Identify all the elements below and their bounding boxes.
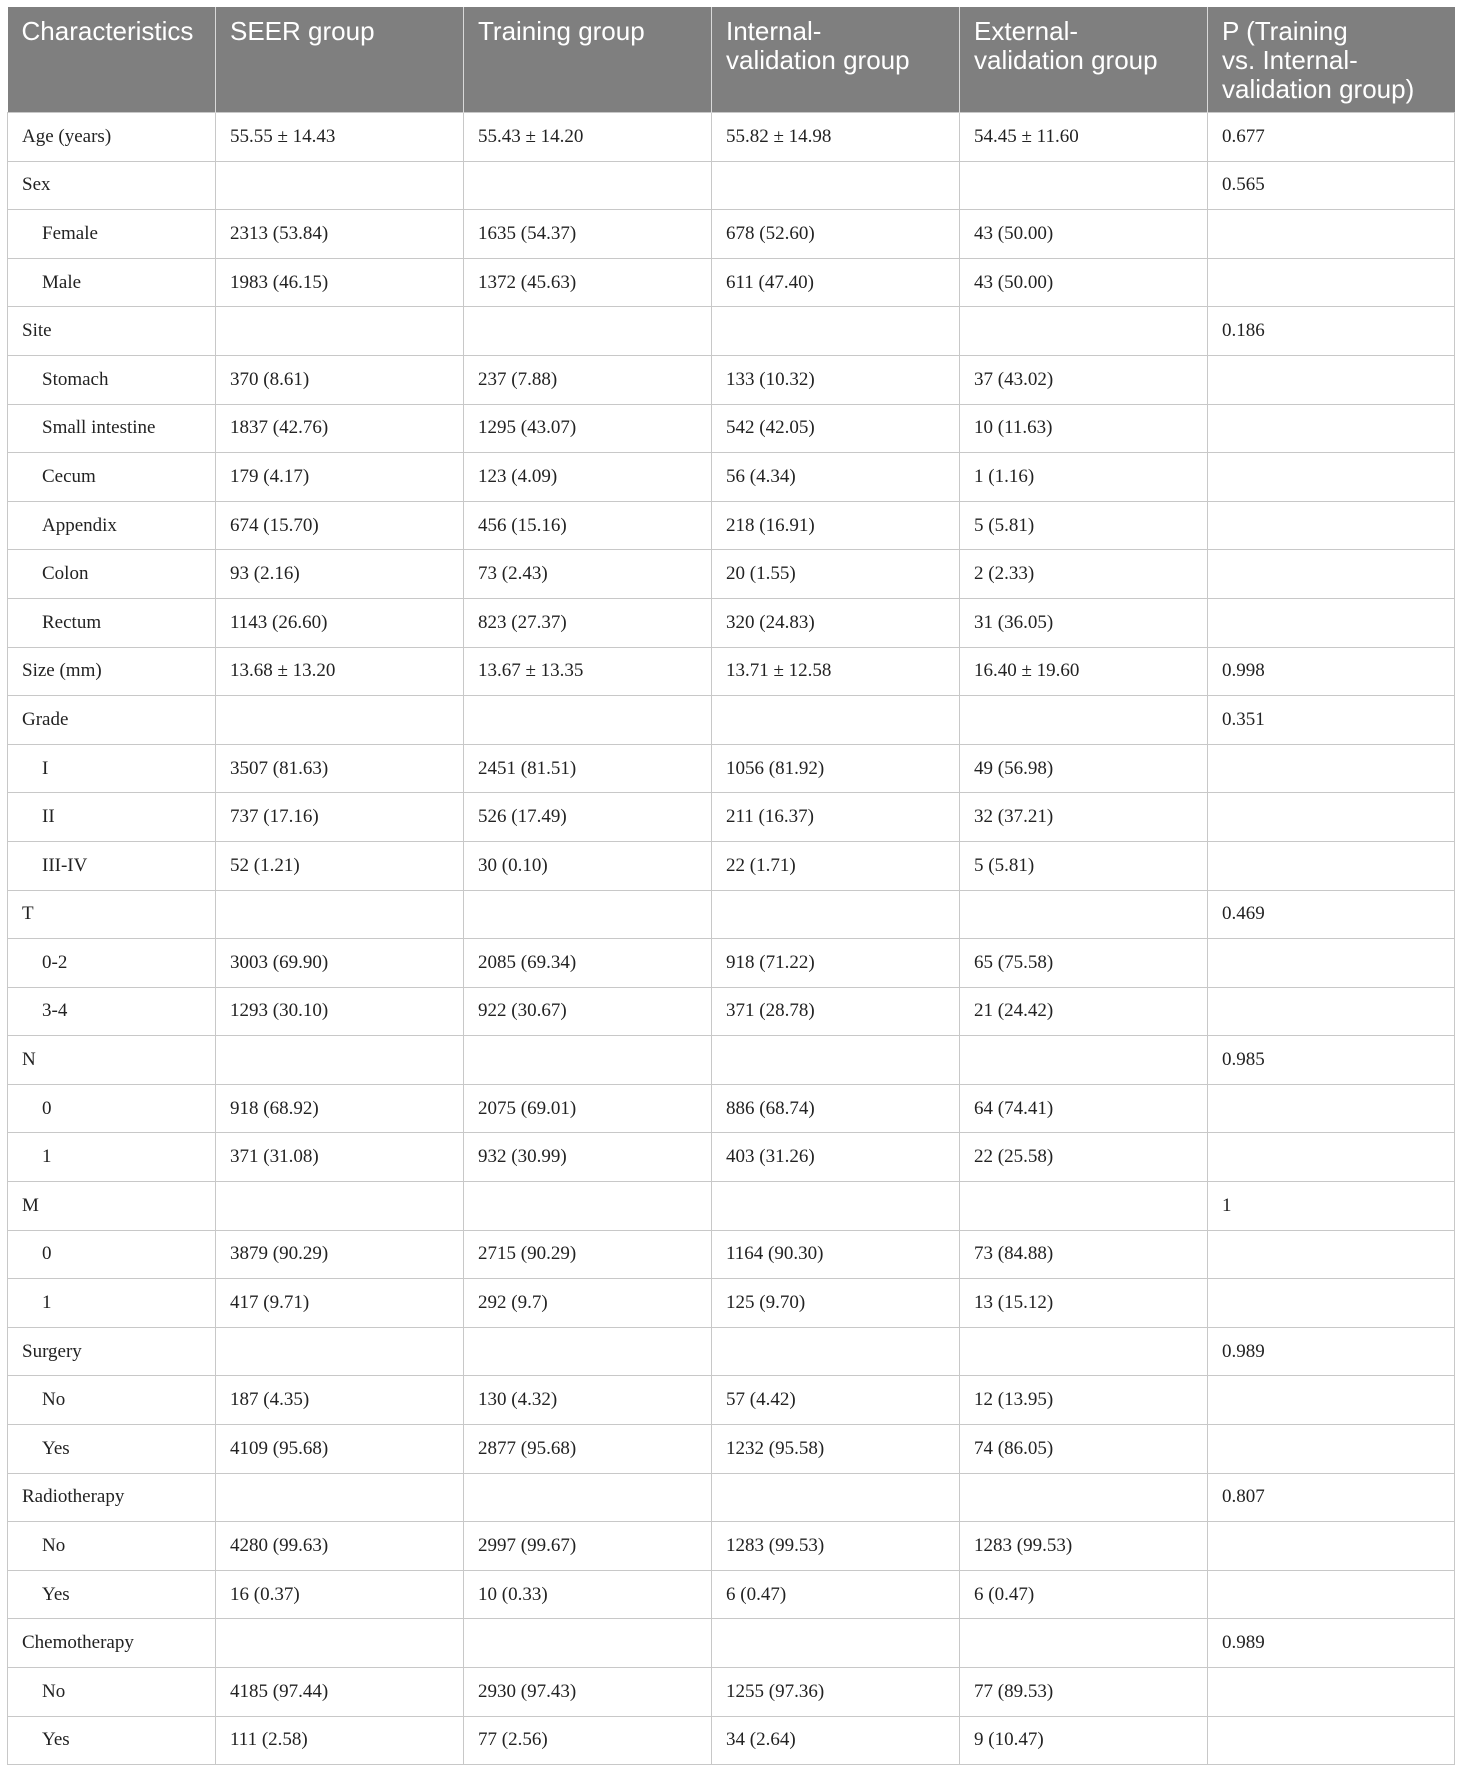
training-group-cell: 2715 (90.29) [464, 1230, 712, 1279]
characteristic-cell: Site [8, 307, 216, 356]
characteristics-table [7, 7, 1455, 1765]
table-row-category [8, 161, 1455, 210]
seer-group-cell: 93 (2.16) [216, 550, 464, 599]
p-value-cell [1208, 355, 1455, 404]
internal-validation-cell: 886 (68.74) [712, 1084, 960, 1133]
characteristic-cell: Yes [8, 1716, 216, 1765]
training-group-cell: 1372 (45.63) [464, 258, 712, 307]
training-group-cell: 823 (27.37) [464, 598, 712, 647]
training-group-cell [464, 307, 712, 356]
internal-validation-cell: 403 (31.26) [712, 1133, 960, 1182]
characteristic-cell: III-IV [8, 841, 216, 890]
table-row-category [8, 647, 1455, 696]
seer-group-cell: 1837 (42.76) [216, 404, 464, 453]
characteristic-cell: No [8, 1376, 216, 1425]
header-p-value: P (Training vs. Internal- validation group) [1208, 7, 1455, 113]
table-row-subcategory [8, 1716, 1455, 1765]
training-group-cell [464, 1327, 712, 1376]
seer-group-cell [216, 1182, 464, 1231]
seer-group-cell: 187 (4.35) [216, 1376, 464, 1425]
internal-validation-cell: 1255 (97.36) [712, 1668, 960, 1717]
p-value-cell: 0.985 [1208, 1036, 1455, 1085]
external-validation-cell [960, 1182, 1208, 1231]
characteristic-cell: 0 [8, 1230, 216, 1279]
seer-group-cell: 179 (4.17) [216, 453, 464, 502]
seer-group-cell: 4109 (95.68) [216, 1425, 464, 1474]
table-row-subcategory [8, 1279, 1455, 1328]
training-group-cell [464, 890, 712, 939]
characteristic-cell: Cecum [8, 453, 216, 502]
seer-group-cell [216, 890, 464, 939]
training-group-cell: 526 (17.49) [464, 793, 712, 842]
training-group-cell: 1295 (43.07) [464, 404, 712, 453]
external-validation-cell: 1 (1.16) [960, 453, 1208, 502]
table-row-subcategory [8, 1084, 1455, 1133]
characteristic-cell: Colon [8, 550, 216, 599]
training-group-cell: 10 (0.33) [464, 1570, 712, 1619]
training-group-cell: 1635 (54.37) [464, 210, 712, 259]
external-validation-cell [960, 161, 1208, 210]
p-value-cell [1208, 939, 1455, 988]
training-group-cell: 922 (30.67) [464, 987, 712, 1036]
external-validation-cell: 73 (84.88) [960, 1230, 1208, 1279]
training-group-cell: 2085 (69.34) [464, 939, 712, 988]
seer-group-cell: 3507 (81.63) [216, 744, 464, 793]
table-row-subcategory [8, 939, 1455, 988]
seer-group-cell: 1983 (46.15) [216, 258, 464, 307]
p-value-cell [1208, 1279, 1455, 1328]
table-row-subcategory [8, 744, 1455, 793]
internal-validation-cell: 371 (28.78) [712, 987, 960, 1036]
seer-group-cell: 16 (0.37) [216, 1570, 464, 1619]
seer-group-cell: 1293 (30.10) [216, 987, 464, 1036]
table-row-category [8, 1182, 1455, 1231]
external-validation-cell: 65 (75.58) [960, 939, 1208, 988]
table-row-subcategory [8, 1133, 1455, 1182]
training-group-cell [464, 696, 712, 745]
seer-group-cell [216, 1036, 464, 1085]
seer-group-cell: 1143 (26.60) [216, 598, 464, 647]
header-internal-validation-group: Internal- validation group [712, 7, 960, 113]
internal-validation-cell: 218 (16.91) [712, 501, 960, 550]
table-row-subcategory [8, 355, 1455, 404]
table-row-category [8, 1327, 1455, 1376]
table-row-subcategory [8, 550, 1455, 599]
internal-validation-cell: 125 (9.70) [712, 1279, 960, 1328]
table-row-subcategory [8, 453, 1455, 502]
seer-group-cell: 918 (68.92) [216, 1084, 464, 1133]
characteristic-cell: Surgery [8, 1327, 216, 1376]
p-value-cell: 0.989 [1208, 1619, 1455, 1668]
characteristic-cell: 0-2 [8, 939, 216, 988]
characteristic-cell: II [8, 793, 216, 842]
table-row-subcategory [8, 1376, 1455, 1425]
table-row-subcategory [8, 1570, 1455, 1619]
table-row-subcategory [8, 1668, 1455, 1717]
internal-validation-cell: 1056 (81.92) [712, 744, 960, 793]
internal-validation-cell: 22 (1.71) [712, 841, 960, 890]
table-row-subcategory [8, 501, 1455, 550]
internal-validation-cell: 611 (47.40) [712, 258, 960, 307]
external-validation-cell: 22 (25.58) [960, 1133, 1208, 1182]
training-group-cell: 237 (7.88) [464, 355, 712, 404]
external-validation-cell [960, 1036, 1208, 1085]
internal-validation-cell: 57 (4.42) [712, 1376, 960, 1425]
external-validation-cell: 9 (10.47) [960, 1716, 1208, 1765]
seer-group-cell [216, 307, 464, 356]
external-validation-cell [960, 307, 1208, 356]
characteristic-cell: Male [8, 258, 216, 307]
characteristic-cell: Yes [8, 1425, 216, 1474]
p-value-cell [1208, 1425, 1455, 1474]
p-value-cell [1208, 793, 1455, 842]
training-group-cell [464, 1473, 712, 1522]
p-value-cell [1208, 1522, 1455, 1571]
characteristic-cell: Grade [8, 696, 216, 745]
p-value-cell: 0.186 [1208, 307, 1455, 356]
seer-group-cell: 737 (17.16) [216, 793, 464, 842]
training-group-cell: 2930 (97.43) [464, 1668, 712, 1717]
characteristic-cell: Female [8, 210, 216, 259]
table-row-subcategory [8, 258, 1455, 307]
header-training-group: Training group [464, 7, 712, 113]
external-validation-cell: 6 (0.47) [960, 1570, 1208, 1619]
internal-validation-cell: 542 (42.05) [712, 404, 960, 453]
characteristic-cell: Size (mm) [8, 647, 216, 696]
characteristics-table-container [7, 7, 1454, 1765]
training-group-cell: 2877 (95.68) [464, 1425, 712, 1474]
characteristic-cell: M [8, 1182, 216, 1231]
table-row-subcategory [8, 793, 1455, 842]
characteristic-cell: Yes [8, 1570, 216, 1619]
table-body [8, 113, 1455, 1765]
external-validation-cell [960, 890, 1208, 939]
training-group-cell [464, 1182, 712, 1231]
characteristic-cell: Appendix [8, 501, 216, 550]
table-row-subcategory [8, 987, 1455, 1036]
internal-validation-cell [712, 1327, 960, 1376]
characteristic-cell: Rectum [8, 598, 216, 647]
characteristic-cell: 0 [8, 1084, 216, 1133]
table-row-subcategory [8, 598, 1455, 647]
table-row-subcategory [8, 210, 1455, 259]
external-validation-cell [960, 1619, 1208, 1668]
internal-validation-cell: 133 (10.32) [712, 355, 960, 404]
training-group-cell: 55.43 ± 14.20 [464, 113, 712, 162]
external-validation-cell: 12 (13.95) [960, 1376, 1208, 1425]
table-row-category [8, 1473, 1455, 1522]
training-group-cell: 2997 (99.67) [464, 1522, 712, 1571]
training-group-cell: 2451 (81.51) [464, 744, 712, 793]
p-value-cell: 0.989 [1208, 1327, 1455, 1376]
characteristic-cell: T [8, 890, 216, 939]
p-value-cell [1208, 453, 1455, 502]
external-validation-cell: 64 (74.41) [960, 1084, 1208, 1133]
seer-group-cell [216, 1619, 464, 1668]
internal-validation-cell [712, 1036, 960, 1085]
external-validation-cell: 13 (15.12) [960, 1279, 1208, 1328]
header-seer-group: SEER group [216, 7, 464, 113]
external-validation-cell: 31 (36.05) [960, 598, 1208, 647]
training-group-cell: 30 (0.10) [464, 841, 712, 890]
p-value-cell [1208, 1668, 1455, 1717]
table-row-category [8, 890, 1455, 939]
training-group-cell: 13.67 ± 13.35 [464, 647, 712, 696]
training-group-cell: 130 (4.32) [464, 1376, 712, 1425]
p-value-cell: 0.807 [1208, 1473, 1455, 1522]
internal-validation-cell: 1164 (90.30) [712, 1230, 960, 1279]
external-validation-cell: 21 (24.42) [960, 987, 1208, 1036]
table-row-category [8, 113, 1455, 162]
seer-group-cell: 55.55 ± 14.43 [216, 113, 464, 162]
internal-validation-cell: 56 (4.34) [712, 453, 960, 502]
seer-group-cell: 370 (8.61) [216, 355, 464, 404]
seer-group-cell: 3879 (90.29) [216, 1230, 464, 1279]
characteristic-cell: Small intestine [8, 404, 216, 453]
external-validation-cell: 77 (89.53) [960, 1668, 1208, 1717]
external-validation-cell: 10 (11.63) [960, 404, 1208, 453]
seer-group-cell [216, 1473, 464, 1522]
external-validation-cell: 5 (5.81) [960, 501, 1208, 550]
p-value-cell [1208, 258, 1455, 307]
table-row-subcategory [8, 1522, 1455, 1571]
training-group-cell: 123 (4.09) [464, 453, 712, 502]
seer-group-cell: 3003 (69.90) [216, 939, 464, 988]
table-row-category [8, 307, 1455, 356]
external-validation-cell [960, 696, 1208, 745]
characteristic-cell: 1 [8, 1279, 216, 1328]
internal-validation-cell: 34 (2.64) [712, 1716, 960, 1765]
p-value-cell: 0.351 [1208, 696, 1455, 745]
p-value-cell [1208, 987, 1455, 1036]
training-group-cell: 932 (30.99) [464, 1133, 712, 1182]
p-value-cell [1208, 841, 1455, 890]
training-group-cell: 77 (2.56) [464, 1716, 712, 1765]
external-validation-cell [960, 1473, 1208, 1522]
internal-validation-cell [712, 1619, 960, 1668]
table-row-subcategory [8, 1230, 1455, 1279]
characteristic-cell: N [8, 1036, 216, 1085]
p-value-cell [1208, 598, 1455, 647]
external-validation-cell: 5 (5.81) [960, 841, 1208, 890]
training-group-cell [464, 1036, 712, 1085]
internal-validation-cell: 55.82 ± 14.98 [712, 113, 960, 162]
seer-group-cell [216, 161, 464, 210]
seer-group-cell: 52 (1.21) [216, 841, 464, 890]
internal-validation-cell: 320 (24.83) [712, 598, 960, 647]
p-value-cell [1208, 501, 1455, 550]
p-value-cell [1208, 1133, 1455, 1182]
internal-validation-cell [712, 696, 960, 745]
internal-validation-cell: 6 (0.47) [712, 1570, 960, 1619]
external-validation-cell: 43 (50.00) [960, 210, 1208, 259]
seer-group-cell: 13.68 ± 13.20 [216, 647, 464, 696]
training-group-cell: 2075 (69.01) [464, 1084, 712, 1133]
p-value-cell [1208, 744, 1455, 793]
internal-validation-cell [712, 307, 960, 356]
characteristic-cell: No [8, 1668, 216, 1717]
training-group-cell [464, 161, 712, 210]
training-group-cell [464, 1619, 712, 1668]
internal-validation-cell [712, 161, 960, 210]
header-characteristics: Characteristics [8, 7, 216, 113]
internal-validation-cell: 918 (71.22) [712, 939, 960, 988]
characteristic-cell: Stomach [8, 355, 216, 404]
p-value-cell [1208, 550, 1455, 599]
seer-group-cell: 111 (2.58) [216, 1716, 464, 1765]
table-row-subcategory [8, 404, 1455, 453]
characteristic-cell: 1 [8, 1133, 216, 1182]
table-row-category [8, 696, 1455, 745]
internal-validation-cell [712, 1473, 960, 1522]
characteristic-cell: Radiotherapy [8, 1473, 216, 1522]
table-row-category [8, 1619, 1455, 1668]
external-validation-cell: 37 (43.02) [960, 355, 1208, 404]
internal-validation-cell: 13.71 ± 12.58 [712, 647, 960, 696]
seer-group-cell [216, 1327, 464, 1376]
table-row-category [8, 1036, 1455, 1085]
seer-group-cell: 4280 (99.63) [216, 1522, 464, 1571]
training-group-cell: 456 (15.16) [464, 501, 712, 550]
p-value-cell [1208, 1716, 1455, 1765]
external-validation-cell: 16.40 ± 19.60 [960, 647, 1208, 696]
characteristic-cell: No [8, 1522, 216, 1571]
p-value-cell: 0.998 [1208, 647, 1455, 696]
internal-validation-cell: 1232 (95.58) [712, 1425, 960, 1474]
external-validation-cell: 49 (56.98) [960, 744, 1208, 793]
seer-group-cell: 371 (31.08) [216, 1133, 464, 1182]
internal-validation-cell: 678 (52.60) [712, 210, 960, 259]
characteristic-cell: Sex [8, 161, 216, 210]
p-value-cell [1208, 1570, 1455, 1619]
external-validation-cell: 1283 (99.53) [960, 1522, 1208, 1571]
p-value-cell: 0.565 [1208, 161, 1455, 210]
header-external-validation-group: External- validation group [960, 7, 1208, 113]
p-value-cell: 0.469 [1208, 890, 1455, 939]
internal-validation-cell [712, 1182, 960, 1231]
training-group-cell: 73 (2.43) [464, 550, 712, 599]
training-group-cell: 292 (9.7) [464, 1279, 712, 1328]
external-validation-cell [960, 1327, 1208, 1376]
p-value-cell [1208, 404, 1455, 453]
p-value-cell: 1 [1208, 1182, 1455, 1231]
external-validation-cell: 43 (50.00) [960, 258, 1208, 307]
characteristic-cell: Age (years) [8, 113, 216, 162]
internal-validation-cell: 211 (16.37) [712, 793, 960, 842]
characteristic-cell: 3-4 [8, 987, 216, 1036]
p-value-cell [1208, 1084, 1455, 1133]
seer-group-cell: 2313 (53.84) [216, 210, 464, 259]
table-row-subcategory [8, 1425, 1455, 1474]
characteristic-cell: I [8, 744, 216, 793]
external-validation-cell: 32 (37.21) [960, 793, 1208, 842]
p-value-cell [1208, 1376, 1455, 1425]
internal-validation-cell [712, 890, 960, 939]
p-value-cell [1208, 210, 1455, 259]
seer-group-cell: 674 (15.70) [216, 501, 464, 550]
seer-group-cell: 417 (9.71) [216, 1279, 464, 1328]
table-row-subcategory [8, 841, 1455, 890]
external-validation-cell: 2 (2.33) [960, 550, 1208, 599]
p-value-cell [1208, 1230, 1455, 1279]
external-validation-cell: 74 (86.05) [960, 1425, 1208, 1474]
table-header [8, 7, 1455, 113]
internal-validation-cell: 1283 (99.53) [712, 1522, 960, 1571]
p-value-cell: 0.677 [1208, 113, 1455, 162]
seer-group-cell [216, 696, 464, 745]
internal-validation-cell: 20 (1.55) [712, 550, 960, 599]
external-validation-cell: 54.45 ± 11.60 [960, 113, 1208, 162]
header-row [8, 7, 1455, 113]
characteristic-cell: Chemotherapy [8, 1619, 216, 1668]
seer-group-cell: 4185 (97.44) [216, 1668, 464, 1717]
